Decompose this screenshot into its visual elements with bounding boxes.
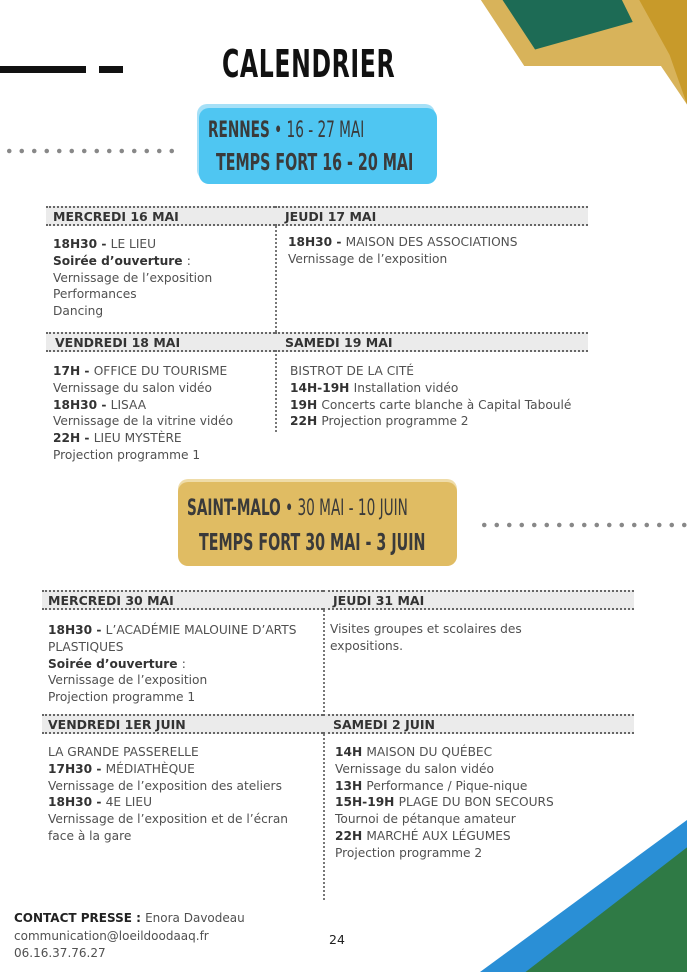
day-events	[48, 744, 288, 845]
decorative-shape-top-right	[470, 0, 687, 110]
day-header: JEUDI 17 MAI	[275, 206, 588, 226]
day-header: SAMEDI 2 JUIN	[323, 714, 634, 734]
event-line: Vernissage du salon vidéo	[53, 380, 212, 395]
event-line: 22H Projection programme 2	[290, 414, 469, 429]
event-line: Performances	[53, 287, 137, 302]
event-line: 13H Performance / Pique-nique	[335, 778, 528, 793]
event-line: Soirée d’ouverture :	[53, 253, 191, 268]
rennes-range: • 16 - 27 MAI	[269, 118, 365, 143]
event-line: 18H30 - MAISON DES ASSOCIATIONS	[288, 235, 518, 249]
day-events	[335, 744, 554, 862]
day-header: MERCREDI 30 MAI	[42, 590, 323, 610]
event-line: Projection programme 1	[53, 447, 201, 462]
saintmalo-temps-fort: TEMPS FORT 30 MAI - 3 JUIN	[199, 530, 426, 556]
event-line: 19H Concerts carte blanche à Capital Taboulé	[290, 397, 572, 412]
contact-name: Enora Davodeau	[145, 911, 245, 925]
day-events	[290, 363, 571, 430]
day-events	[330, 621, 522, 655]
saintmalo-banner	[178, 482, 457, 566]
press-contact	[14, 910, 245, 963]
event-line: Vernissage de l’exposition et de l’écran	[48, 812, 289, 827]
page-number: 24	[329, 932, 345, 947]
day-events	[288, 234, 518, 268]
event-line: Tournoi de pétanque amateur	[335, 812, 516, 827]
column-divider	[275, 206, 277, 432]
event-line: Soirée d’ouverture :	[48, 656, 186, 671]
event-line: Vernissage de l’exposition	[288, 251, 448, 266]
event-line: 14H-19H Installation vidéo	[290, 380, 459, 395]
event-line: 18H30 - L’ACADÉMIE MALOUINE D’ARTS	[48, 623, 297, 637]
event-line: Vernissage du salon vidéo	[335, 761, 494, 776]
day-events	[53, 236, 212, 320]
rennes-city: RENNES	[208, 118, 270, 143]
title-bar-long	[0, 66, 86, 73]
dotted-line-left	[3, 148, 178, 154]
event-line: 17H - OFFICE DU TOURISME	[53, 364, 228, 378]
day-events	[53, 363, 233, 464]
event-line: expositions.	[330, 638, 403, 653]
saintmalo-city: SAINT-MALO	[187, 496, 281, 521]
event-line: BISTROT DE LA CITÉ	[290, 364, 415, 378]
event-line: 15H-19H PLAGE DU BON SECOURS	[335, 795, 554, 810]
event-line: 22H - LIEU MYSTÈRE	[53, 431, 182, 446]
column-divider	[323, 590, 325, 900]
event-line: Vernissage de l’exposition des ateliers	[48, 778, 282, 793]
day-header: SAMEDI 19 MAI	[275, 332, 588, 352]
event-line: Projection programme 1	[48, 690, 196, 705]
title-bar-short	[99, 66, 123, 73]
contact-label: CONTACT PRESSE :	[14, 911, 146, 925]
event-line: 14H MAISON DU QUÉBEC	[335, 745, 493, 759]
event-line: 18H30 - LE LIEU	[53, 237, 157, 251]
rennes-banner	[199, 108, 437, 184]
day-header: VENDREDI 1ER JUIN	[42, 714, 323, 734]
event-line: Vernissage de l’exposition	[53, 270, 213, 285]
event-line: face à la gare	[48, 828, 132, 843]
event-line: Projection programme 2	[335, 845, 483, 860]
event-line: PLASTIQUES	[48, 639, 124, 654]
day-events	[48, 622, 296, 706]
rennes-temps-fort: TEMPS FORT 16 - 20 MAI	[216, 150, 414, 176]
contact-email[interactable]: communication@loeildoodaaq.fr	[14, 928, 209, 943]
event-line: 22H MARCHÉ AUX LÉGUMES	[335, 828, 511, 843]
day-header: MERCREDI 16 MAI	[46, 206, 275, 226]
event-line: Vernissage de l’exposition	[48, 673, 208, 688]
event-line: 18H30 - LISAA	[53, 397, 147, 412]
day-header: VENDREDI 18 MAI	[46, 332, 275, 352]
saintmalo-range: • 30 MAI - 10 JUIN	[280, 496, 408, 521]
event-line: 17H30 - MÉDIATHÈQUE	[48, 761, 195, 776]
event-line: Vernissage de la vitrine vidéo	[53, 414, 234, 429]
contact-phone: 06.16.37.76.27	[14, 946, 106, 960]
event-line: 18H30 - 4E LIEU	[48, 795, 153, 810]
event-line: LA GRANDE PASSERELLE	[48, 745, 199, 759]
event-line: Dancing	[53, 304, 104, 319]
event-line: Visites groupes et scolaires des	[330, 622, 522, 636]
page-title: CALENDRIER	[222, 42, 396, 86]
dotted-line-right	[478, 522, 687, 528]
day-header: JEUDI 31 MAI	[323, 590, 634, 610]
